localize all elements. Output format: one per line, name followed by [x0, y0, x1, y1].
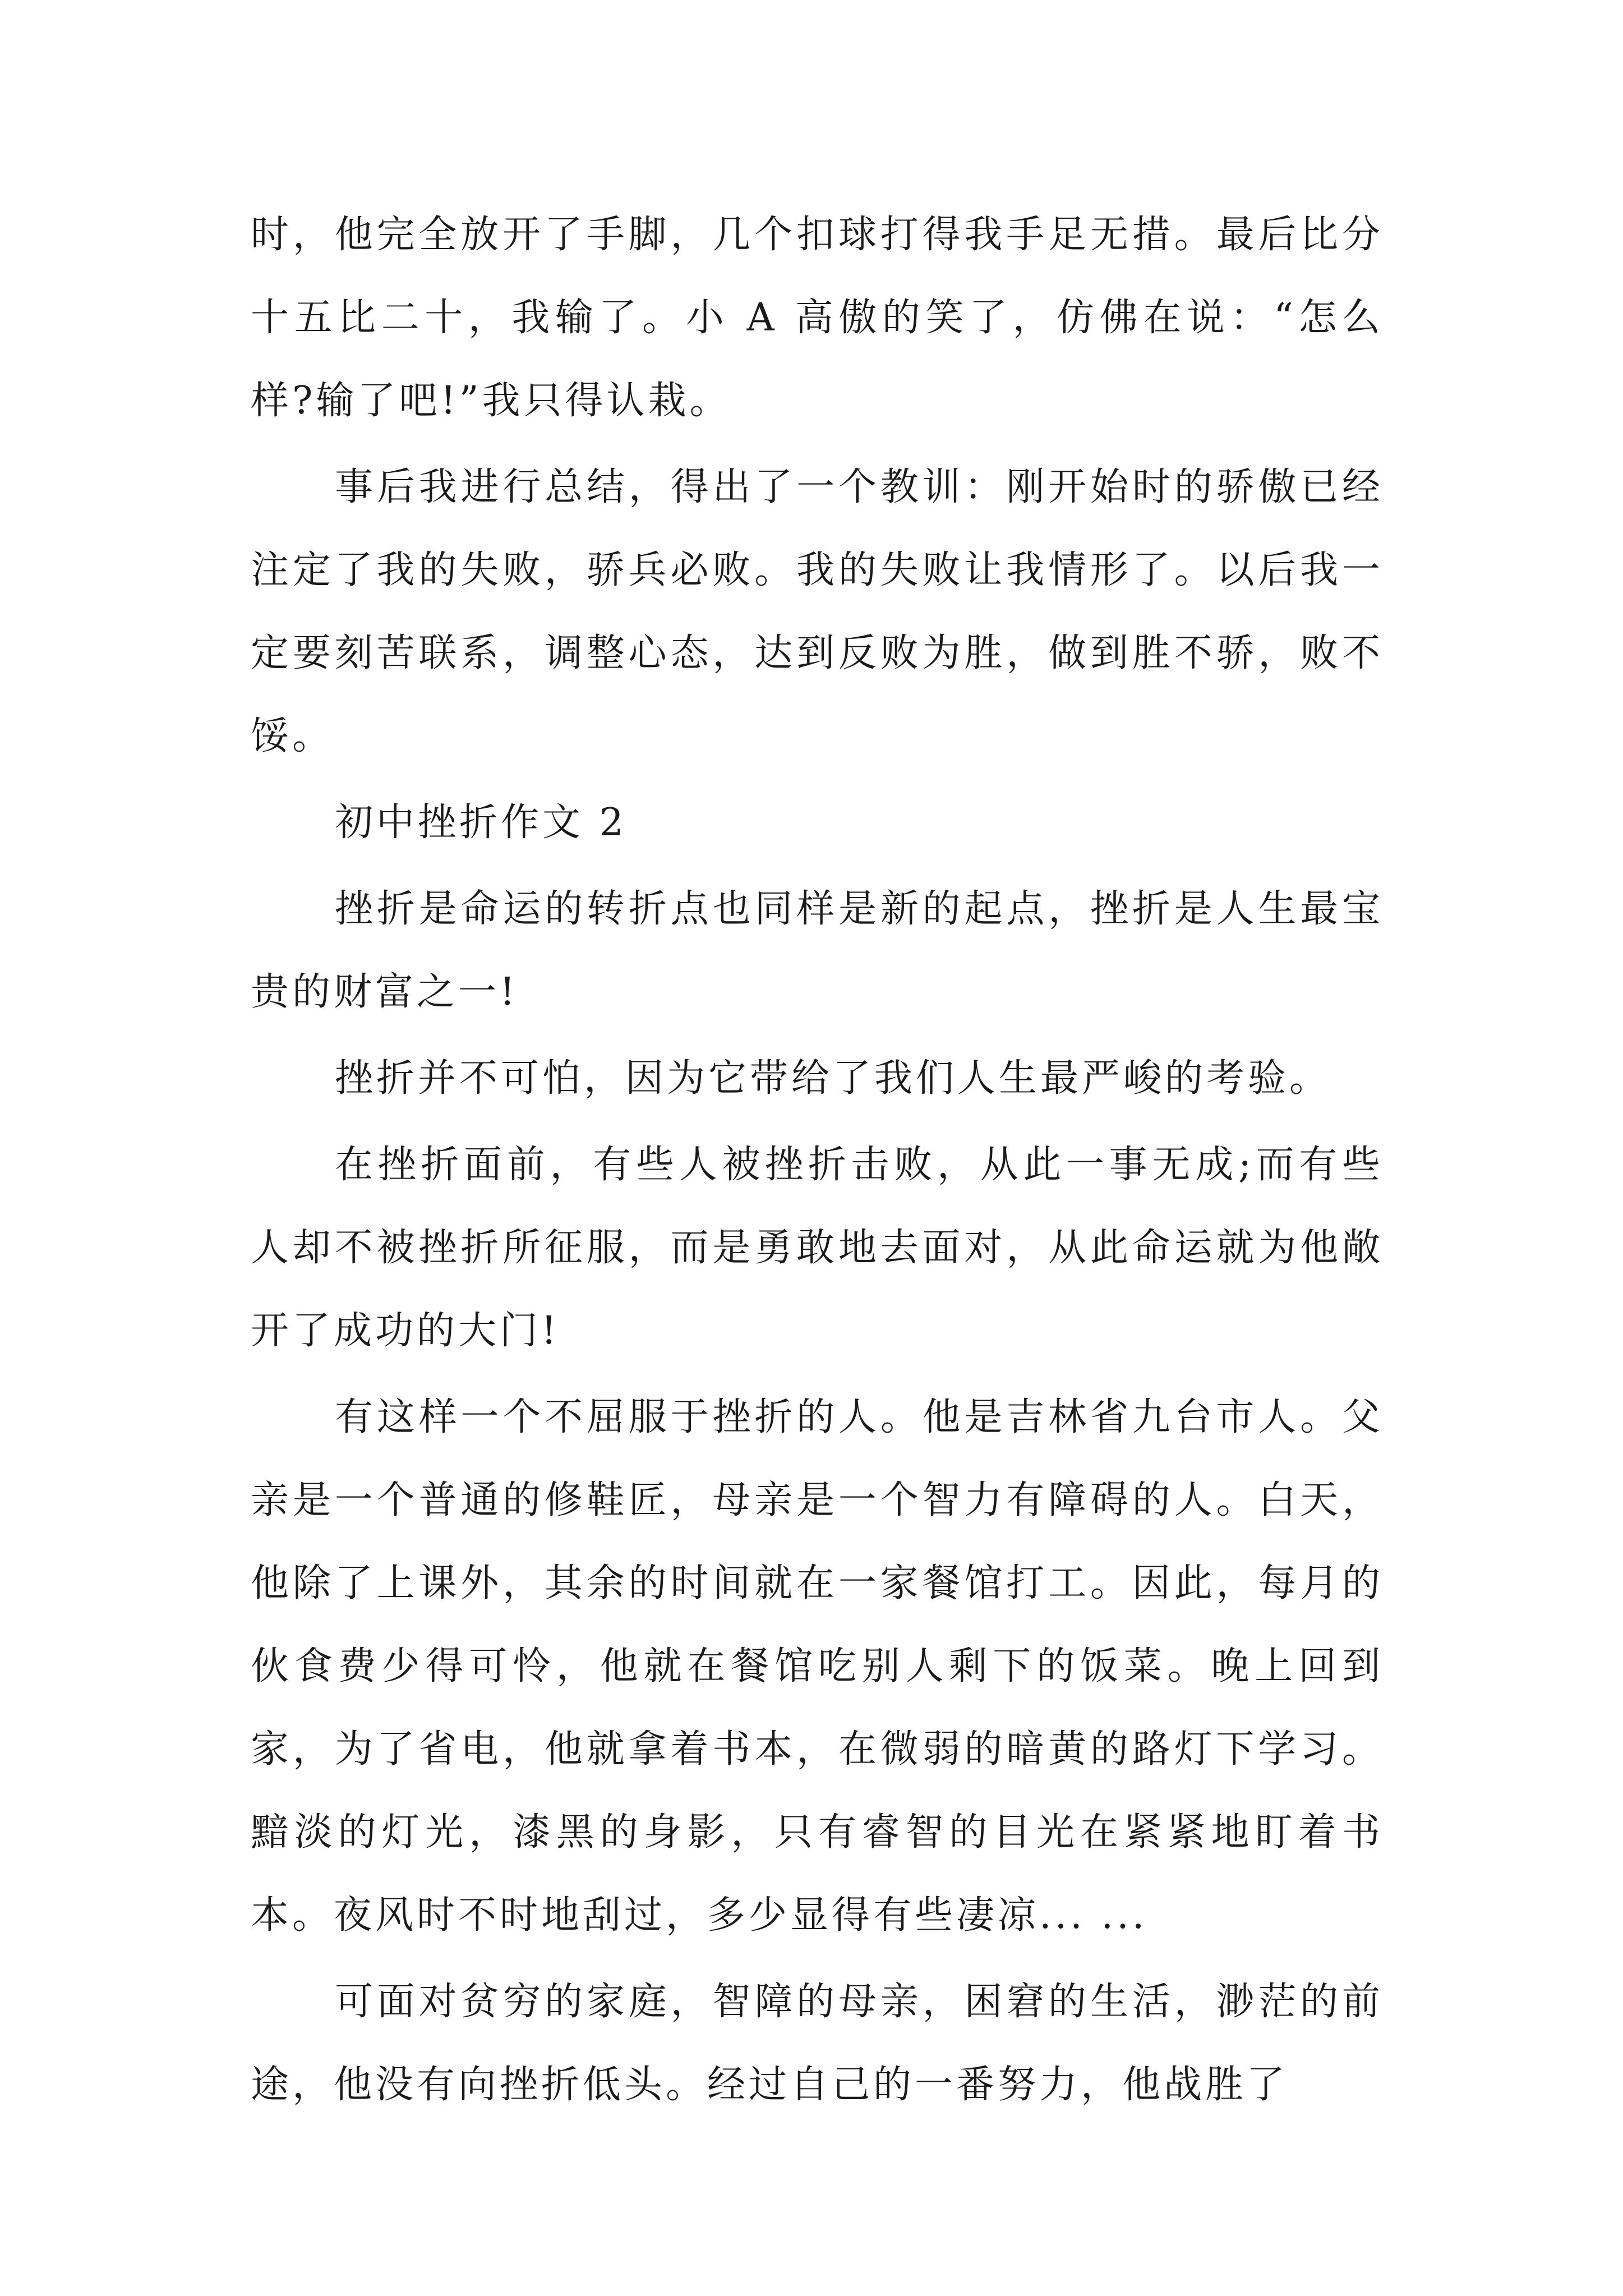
document-body [251, 194, 1384, 2127]
section-paragraph-2: 挫折并不可怕，因为它带给了我们人生最严峻的考验。 [335, 1056, 1331, 1101]
section-paragraph-3: 在挫折面前，有些人被挫折击败，从此一事无成;而有些人却不被挫折所征服，而是勇敢地去面对，从此命运就为他敞开了成功的大门! [251, 1143, 1384, 1353]
section-paragraph-4: 有这样一个不屈服于挫折的人。他是吉林省九台市人。父亲是一个普通的修鞋匠，母亲是一个智力有障碍的人。白天，他除了上课外，其余的时间就在一家餐馆打工。因此，每月的伙食费少得可怜，他就在餐馆吃别人剩下的饭菜。晚上回到家，为了省电，他就拿着书本，在微弱的暗黄的路灯下学习。黯淡的灯光，漆黑的身影，只有睿智的目光在紧紧地盯着书本。夜风时不时地刮过，多少显得有些凄凉... ... [251, 1395, 1384, 1938]
section-paragraph-1: 挫折是命运的转折点也同样是新的起点，挫折是人生最宝贵的财富之一! [251, 887, 1384, 1014]
section-title: 初中挫折作文 2 [335, 800, 627, 845]
paragraph-1: 时，他完全放开了手脚，几个扣球打得我手足无措。最后比分十五比二十，我输了。小 A 高傲的笑了，仿佛在说：“怎么样?输了吧!”我只得认栽。 [251, 213, 1384, 423]
paragraph-2: 事后我进行总结，得出了一个教训：刚开始时的骄傲已经注定了我的失败，骄兵必败。我的失败让我情形了。以后我一定要刻苦联系，调整心态，达到反败为胜，做到胜不骄，败不馁。 [251, 465, 1384, 758]
section-paragraph-5: 可面对贫穷的家庭，智障的母亲，困窘的生活，渺茫的前途，他没有向挫折低头。经过自己的一番努力，他战胜了 [251, 1980, 1384, 2107]
